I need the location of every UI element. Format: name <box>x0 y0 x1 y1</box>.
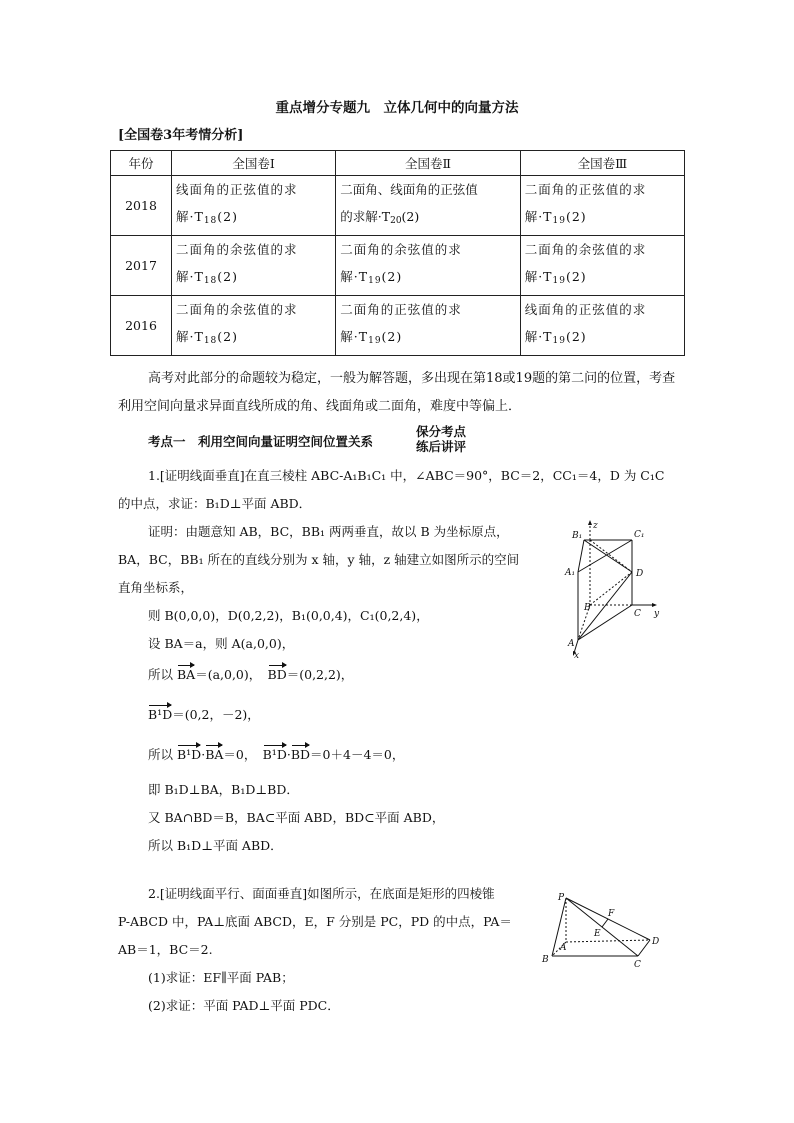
table-cell: 二面角的正弦值的求 解$\cdot T_{19}(2)$ <box>336 296 520 356</box>
intro-paragraph: 高考对此部分的命题较为稳定，一般为解答题，多出现在第18或19题的第二问的位置，考查利用空间向量求异面直线所成的角、线面角或二面角，难度中等偏上． <box>118 371 676 414</box>
proof-line: BA，BC，BB₁ 所在的直线分别为 x 轴，y 轴，z 轴建立如图所示的空间 <box>118 552 520 567</box>
table-header: 全国卷Ⅰ <box>172 151 336 176</box>
point-label: A <box>568 639 575 649</box>
problem2-statement: P-ABCD 中，PA⊥底面 ABCD，E，F 分别是 PC，PD 的中点，PA＝ <box>118 914 512 929</box>
prism-figure <box>560 518 668 660</box>
vector-bd: BD <box>268 664 287 682</box>
vector-ba: BA <box>205 744 223 762</box>
vector-b1d: B¹D <box>263 744 287 762</box>
pyramid-figure <box>538 892 666 970</box>
proof-line: 所以 BA＝(a,0,0)， BD＝(0,2,2)， <box>148 664 353 683</box>
point-label: A <box>560 943 567 953</box>
page-title: 重点增分专题九 立体几何中的向量方法 <box>275 100 519 116</box>
axis-label-z: z <box>593 521 598 531</box>
table-cell: 二面角的余弦值的求 解$\cdot T_{18}(2)$ <box>172 296 336 356</box>
question-2: (2)求证：平面 PAD⊥平面 PDC． <box>148 998 340 1013</box>
point-label: F <box>608 909 615 919</box>
proof-line: 则 B(0,0,0)，D(0,2,2)，B₁(0,0,4)，C₁(0,2,4)， <box>148 608 429 623</box>
point-label: B₁ <box>572 531 583 541</box>
table-header-row <box>111 151 685 176</box>
table-cell: 二面角的余弦值的求 解$\cdot T_{19}(2)$ <box>520 236 684 296</box>
table-cell: 二面角的余弦值的求 解$\cdot T_{18}(2)$ <box>172 236 336 296</box>
axis-label-x: x <box>574 651 580 660</box>
table-row <box>111 296 685 356</box>
vector-ba: BA <box>177 664 195 682</box>
axis-label-y: y <box>654 609 660 619</box>
table-row <box>111 176 685 236</box>
vector-b1d: B¹D <box>177 744 201 762</box>
problem1-statement: 的中点，求证：B₁D⊥平面 ABD． <box>118 496 312 511</box>
section-label: [全国卷3年考情分析] <box>118 128 244 143</box>
proof-line: 直角坐标系， <box>118 580 194 595</box>
kaodian-heading: 考点一 利用空间向量证明空间位置关系 <box>148 434 374 449</box>
year-cell: 2017 <box>111 236 172 296</box>
point-label: C <box>634 609 641 619</box>
proof-line: 设 BA＝a，则 A(a,0,0)， <box>148 636 295 651</box>
exam-analysis-table <box>110 150 685 356</box>
proof-line: 所以 B₁D⊥平面 ABD． <box>148 838 283 853</box>
point-label: C₁ <box>634 530 645 540</box>
proof-line: 证明：由题意知 AB，BC，BB₁ 两两垂直，故以 B 为坐标原点， <box>148 524 509 539</box>
problem2-statement: 2.[证明线面平行、面面垂直]如图所示，在底面是矩形的四棱锥 <box>148 886 495 901</box>
table-cell: 线面角的正弦值的求 解$\cdot T_{19}(2)$ <box>520 296 684 356</box>
table-cell: 二面角的余弦值的求 解$\cdot T_{19}(2)$ <box>336 236 520 296</box>
table-row <box>111 236 685 296</box>
proof-line: 又 BA∩BD＝B，BA⊂平面 ABD，BD⊂平面 ABD， <box>148 810 445 825</box>
table-cell: 二面角、线面角的正弦值 的求解$\cdot T_{20}(2)$ <box>336 176 520 236</box>
vector-b1d: B¹D <box>148 704 172 722</box>
kaodian-tag: 保分考点 练后讲评 <box>416 424 467 454</box>
point-label: D <box>636 569 644 579</box>
question-1: (1)求证：EF∥平面 PAB； <box>148 970 294 985</box>
point-label: D <box>652 937 660 947</box>
table-cell: 线面角的正弦值的求 解$\cdot T_{18}(2)$ <box>172 176 336 236</box>
point-label: B <box>542 955 549 965</box>
table-header: 年份 <box>111 151 172 176</box>
table-cell: 二面角的正弦值的求 解$\cdot T_{19}(2)$ <box>520 176 684 236</box>
point-label: C <box>634 960 641 970</box>
problem1-statement: 1.[证明线面垂直]在直三棱柱 ABC-A₁B₁C₁ 中，∠ABC＝90°，BC＝2，CC₁＝4，D 为 C₁C <box>148 468 665 483</box>
year-cell: 2018 <box>111 176 172 236</box>
table-header: 全国卷Ⅲ <box>520 151 684 176</box>
proof-line: 即 B₁D⊥BA，B₁D⊥BD． <box>148 782 299 797</box>
point-label: P <box>558 893 565 903</box>
problem2-statement: AB＝1，BC＝2. <box>118 942 213 957</box>
year-cell: 2016 <box>111 296 172 356</box>
vector-bd: BD <box>291 744 310 762</box>
proof-line: B¹D＝(0,2，－2)， <box>148 704 260 723</box>
table-header: 全国卷Ⅱ <box>336 151 520 176</box>
point-label: B <box>584 603 591 613</box>
point-label: A₁ <box>565 568 576 578</box>
proof-line: 所以 B¹D·BA＝0， B¹D·BD＝0＋4－4＝0， <box>148 744 404 763</box>
point-label: E <box>594 929 601 939</box>
